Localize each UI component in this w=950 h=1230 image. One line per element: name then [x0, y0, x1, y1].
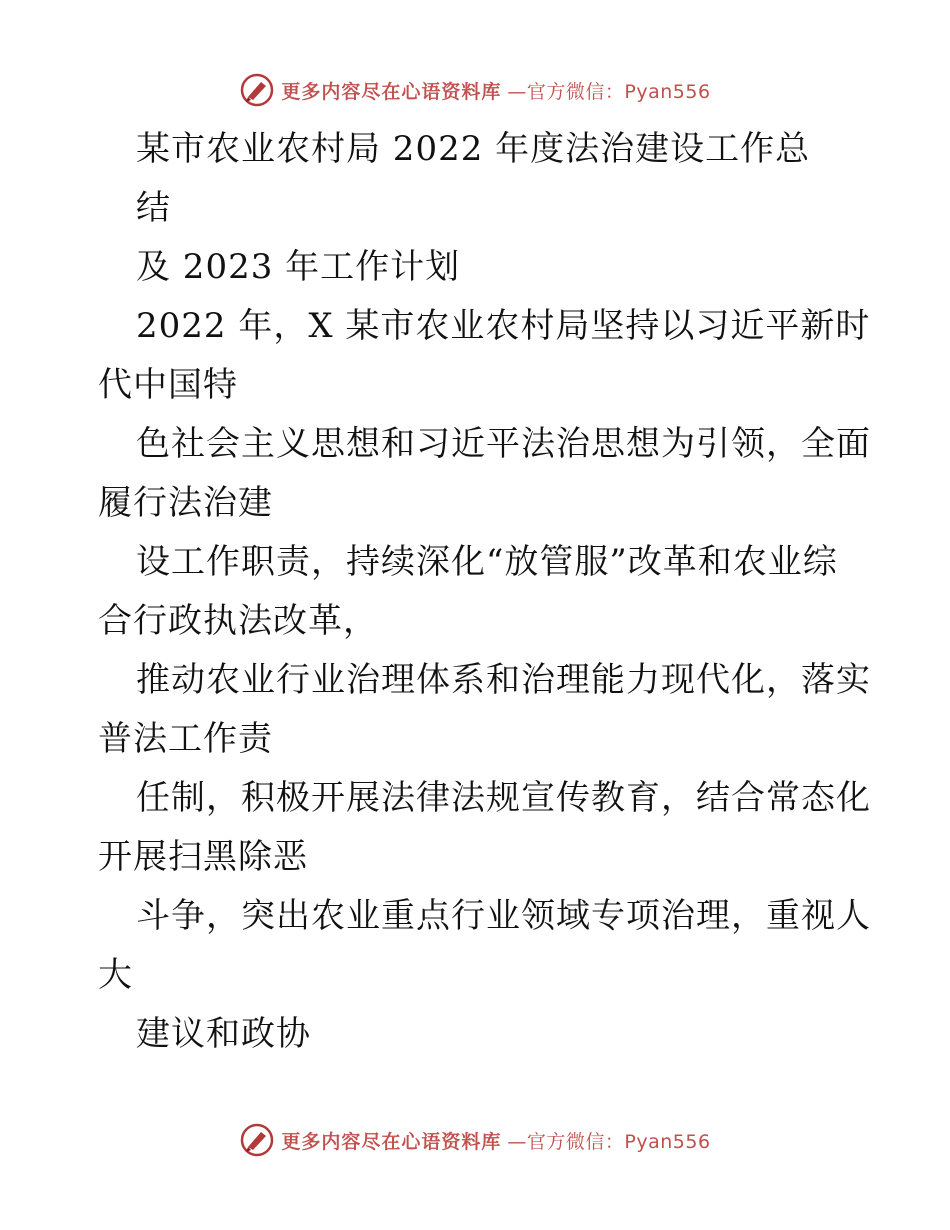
- doc-paragraph-line: 斗争，突出农业重点行业领域专项治理，重视人: [136, 896, 871, 936]
- footer-banner: [0, 1120, 950, 1160]
- doc-paragraph-line: 大: [98, 955, 133, 995]
- header-banner: [0, 70, 950, 110]
- doc-paragraph-line: 任制，积极开展法律法规宣传教育，结合常态化: [136, 778, 871, 818]
- doc-title-line-2: 结: [136, 188, 171, 228]
- header-wechat-text: —官方微信：Pyan556: [507, 80, 711, 103]
- doc-paragraph-line: 代中国特: [98, 365, 238, 405]
- pen-logo-icon: [239, 1122, 275, 1158]
- doc-paragraph-line: 2022 年，X 某市农业农村局坚持以习近平新时: [136, 306, 871, 346]
- doc-paragraph-line: 推动农业行业治理体系和治理能力现代化，落实: [136, 660, 871, 700]
- doc-paragraph-line: 开展扫黑除恶: [98, 837, 308, 877]
- doc-paragraph-line: 普法工作责: [98, 719, 273, 759]
- footer-wechat-text: —官方微信：Pyan556: [507, 1130, 711, 1153]
- doc-paragraph-line: 合行政执法改革，: [98, 601, 378, 641]
- header-promo-text: 更多内容尽在心语资料库: [281, 80, 502, 103]
- doc-title-line-3: 及 2023 年工作计划: [136, 247, 461, 287]
- document-body: [98, 120, 888, 1064]
- doc-paragraph-line: 色社会主义思想和习近平法治思想为引领，全面: [136, 424, 871, 464]
- footer-promo-text: 更多内容尽在心语资料库: [281, 1130, 502, 1153]
- doc-title-line-1: 某市农业农村局 2022 年度法治建设工作总: [136, 129, 811, 169]
- pen-logo-icon: [239, 72, 275, 108]
- doc-paragraph-line: 履行法治建: [98, 483, 273, 523]
- doc-paragraph-line: 设工作职责，持续深化“放管服”改革和农业综: [136, 542, 838, 582]
- doc-paragraph-line: 建议和政协: [136, 1014, 311, 1054]
